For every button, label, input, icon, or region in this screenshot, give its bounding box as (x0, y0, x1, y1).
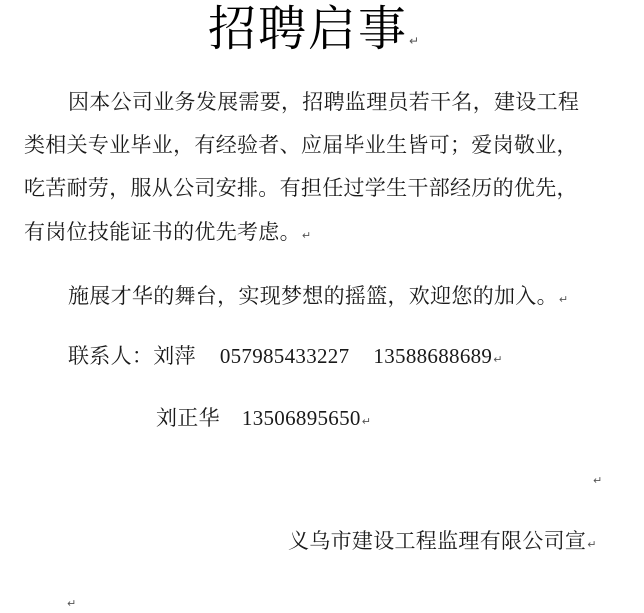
document-title (208, 2, 421, 69)
paragraph-mark-icon: ↵ (587, 538, 597, 551)
paragraph-mark-icon: ↵ (593, 474, 603, 487)
title-text: 招聘启事 (208, 3, 409, 56)
contact-name: 刘萍 (153, 344, 196, 368)
paragraph-line-text: 有岗位技能证书的优先考虑。 (24, 220, 301, 244)
signature-text: 义乌市建设工程监理有限公司宣 (288, 529, 587, 553)
paragraph-mark-icon: ↵ (409, 34, 422, 48)
slogan (68, 283, 568, 313)
paragraph-mark-icon: ↵ (67, 597, 77, 610)
contact-phone: 13588688689 (373, 344, 493, 368)
contact-line-2 (156, 405, 371, 435)
paragraph-mark-icon: ↵ (493, 353, 503, 366)
contact-line-1 (68, 343, 503, 373)
contact-label: 联系人： (68, 344, 154, 368)
contact-phone: 057985433227 (219, 344, 350, 368)
paragraph-mark-icon: ↵ (301, 229, 312, 242)
paragraph-line: 类相关专业毕业，有经验者、应届毕业生皆可；爱岗敬业， (24, 133, 578, 157)
slogan-text: 施展才华的舞台，实现梦想的摇篮，欢迎您的加入。 (68, 284, 558, 308)
paragraph-line: 因本公司业务发展需要，招聘监理员若干名，建设工程 (68, 90, 580, 114)
paragraph-mark-icon: ↵ (361, 415, 372, 428)
paragraph-line (24, 219, 311, 249)
contact-phone: 13506895650 (241, 406, 361, 430)
contact-name: 刘正华 (156, 406, 220, 430)
paragraph-mark-icon: ↵ (558, 293, 569, 306)
signature (288, 528, 597, 558)
paragraph-line: 吃苦耐劳，服从公司安排。有担任过学生干部经历的优先， (24, 176, 578, 200)
